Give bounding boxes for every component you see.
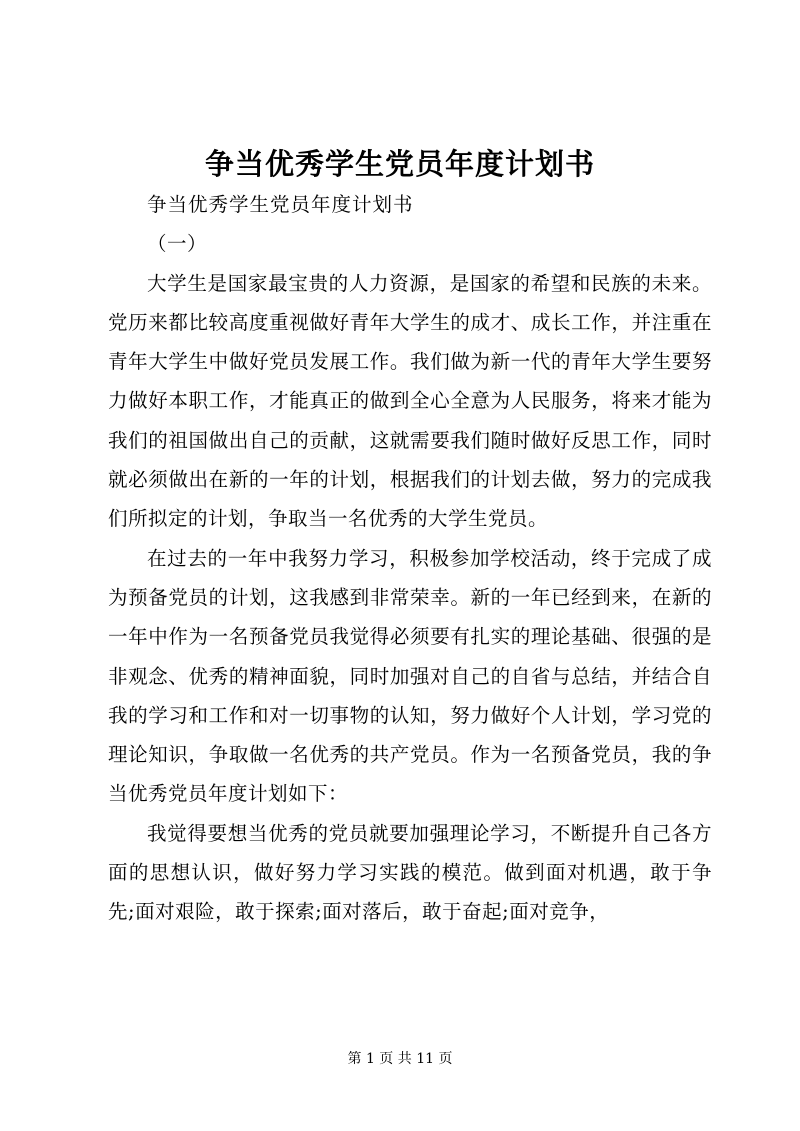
body-paragraph-2: 在过去的一年中我努力学习，积极参加学校活动，终于完成了成为预备党员的计划，这我感到非常荣幸。新的一年已经到来，在新的一年中作为一名预备党员我觉得必须要有扎实的理论基础、很强的是非观念、优秀的精神面貌，同时加强对自己的自省与总结，并结合自我的学习和工作和对一切事物的认知，努力做好个人计划，学习党的理论知识，争取做一名优秀的共产党员。作为一名预备党员，我的争当优秀党员年度计划如下： <box>108 546 712 806</box>
body-paragraph-3: 我觉得要想当优秀的党员就要加强理论学习，不断提升自己各方面的思想认识，做好努力学习实践的模范。做到面对机遇，敢于争先;面对艰险，敢于探索;面对落后，敢于奋起;面对竞争， <box>108 821 712 924</box>
subtitle-paragraph: 争当优秀学生党员年度计划书 <box>147 193 414 216</box>
body-paragraph-1: 大学生是国家最宝贵的人力资源，是国家的希望和民族的未来。党历来都比较高度重视做好青年大学生的成才、成长工作，并注重在青年大学生中做好党员发展工作。我们做为新一代的青年大学生要努力做好本职工作，才能真正的做到全心全意为人民服务，将来才能为我们的祖国做出自己的贡献，这就需要我们随时做好反思工作，同时就必须做出在新的一年的计划，根据我们的计划去做，努力的完成我们所拟定的计划，争取当一名优秀的大学生党员。 <box>108 271 712 531</box>
page-footer: 第 1 页 共 11 页 <box>347 1051 453 1067</box>
document-title: 争当优秀学生党员年度计划书 <box>204 147 595 181</box>
section-number-paragraph: （一） <box>147 232 208 256</box>
document-body <box>108 185 712 932</box>
